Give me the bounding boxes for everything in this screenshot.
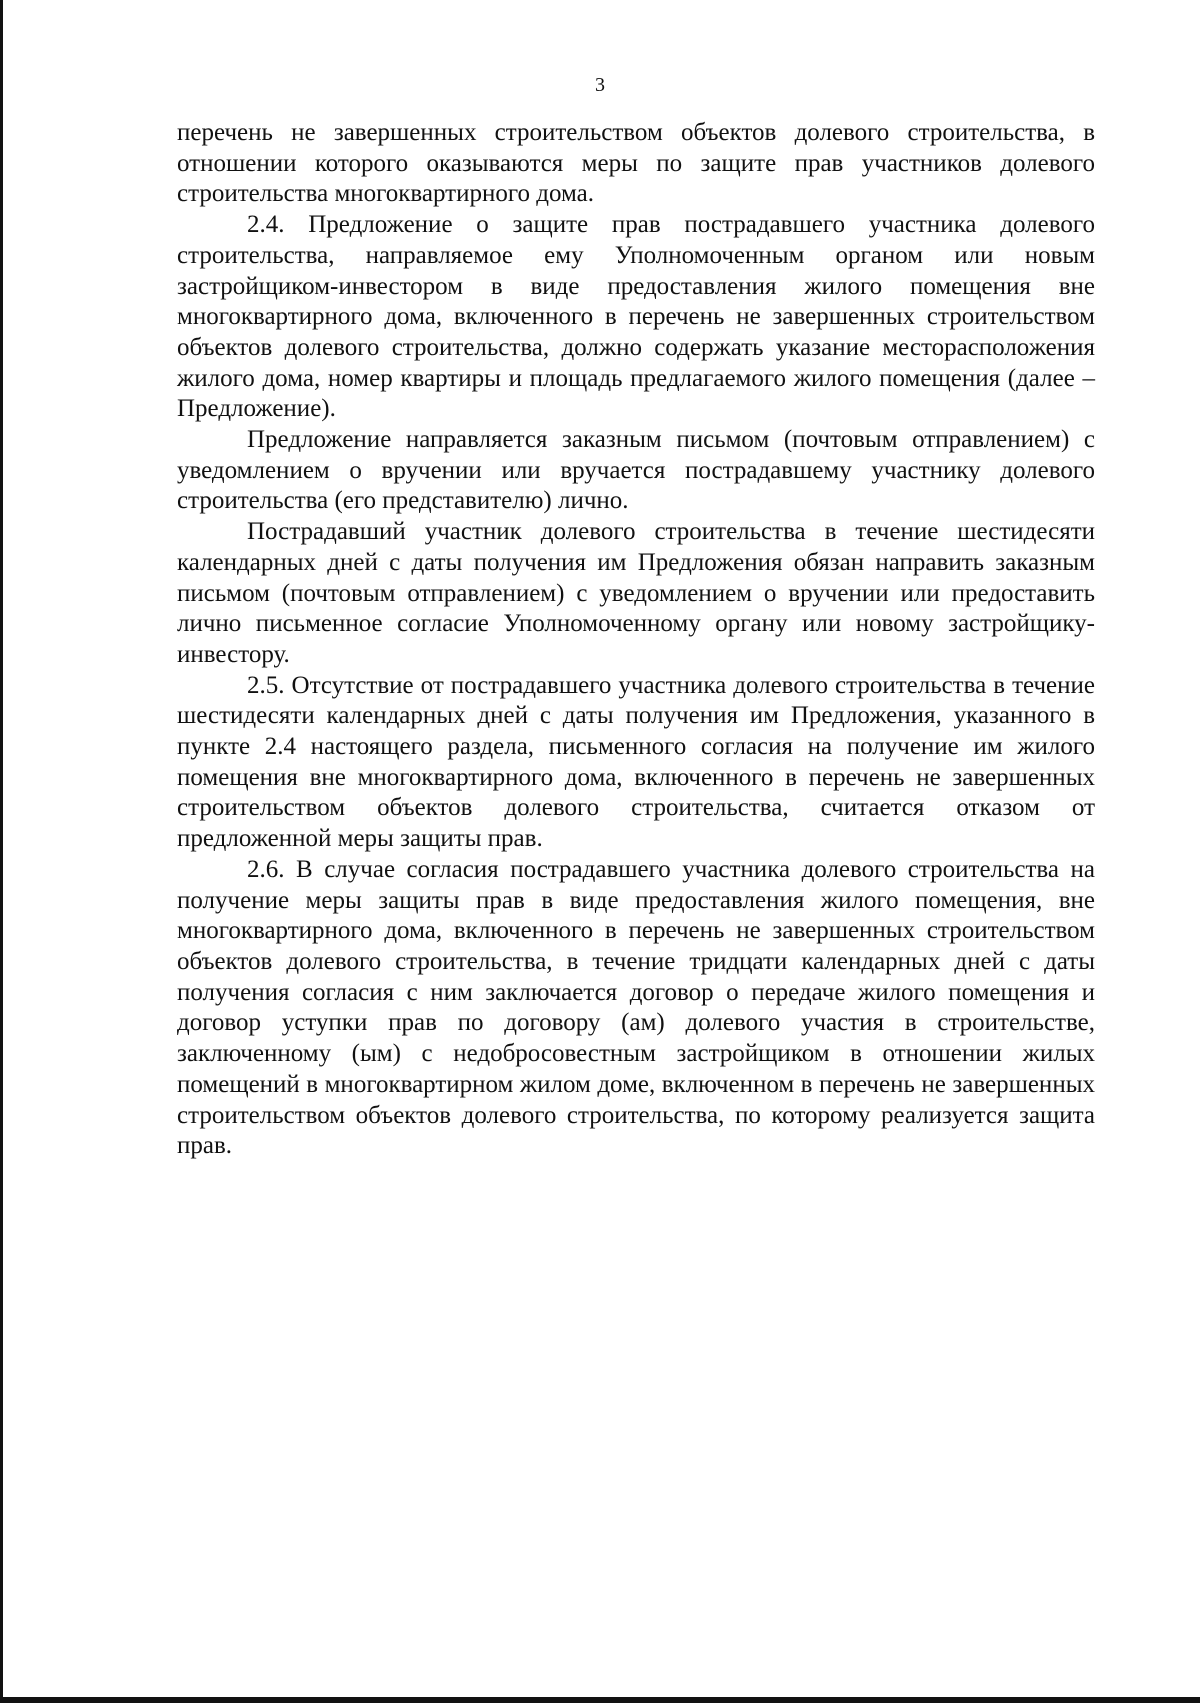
paragraph-proposal-delivery: Предложение направляется заказным письмом (почтовым отправлением) с уведомлением о вручении или вручается пострадавшему участнику долевого строительства (его представителю) лично. [177,426,1095,515]
paragraph-2-4: 2.4. Предложение о защите прав пострадавшего участника долевого строительства, направляемое ему Уполномоченным органом или новым застройщиком-инвестором в виде предоставления жилого помещения вне многоквартирного дома, включенного в перечень не завершенных строительством объектов долевого строительства, должно содержать указание месторасположения жилого дома, номер квартиры и площадь предлагаемого жилого помещения (далее – Предложение). [177,211,1095,423]
scan-edge-left [0,0,3,1703]
page-number: 3 [595,74,605,96]
paragraph-continuation: перечень не завершенных строительством объектов долевого строительства, в отношении которого оказываются меры по защите прав участников долевого строительства многоквартирного дома. [177,119,1095,208]
scan-edge-bottom [0,1697,1200,1703]
paragraph-2-6: 2.6. В случае согласия пострадавшего участника долевого строительства на получение меры защиты прав в виде предоставления жилого помещения, вне многоквартирного дома, включенного в перечень не завершенных строительством объектов долевого строительства, в течение тридцати календарных дней с даты получения согласия с ним заключается договор о передаче жилого помещения и договор уступки прав по договору (ам) долевого участия в строительстве, заключенному (ым) с недобросовестным застройщиком в отношении жилых помещений в многоквартирном жилом доме, включенном в перечень не завершенных строительством объектов долевого строительства, по которому реализуется защита прав. [177,855,1095,1160]
paragraph-2-5: 2.5. Отсутствие от пострадавшего участника долевого строительства в течение шестидесяти календарных дней с даты получения им Предложения, указанного в пункте 2.4 настоящего раздела, письменного согласия на получение им жилого помещения вне многоквартирного дома, включенного в перечень не завершенных строительством объектов долевого строительства, считается отказом от предложенной меры защиты прав. [177,671,1095,853]
body-text [177,118,1095,1162]
paragraph-consent-deadline: Пострадавший участник долевого строительства в течение шестидесяти календарных дней с даты получения им Предложения обязан направить заказным письмом (почтовым отправлением) с уведомлением о вручении или предоставить лично письменное согласие Уполномоченному органу или новому застройщику-инвестору. [177,518,1095,668]
